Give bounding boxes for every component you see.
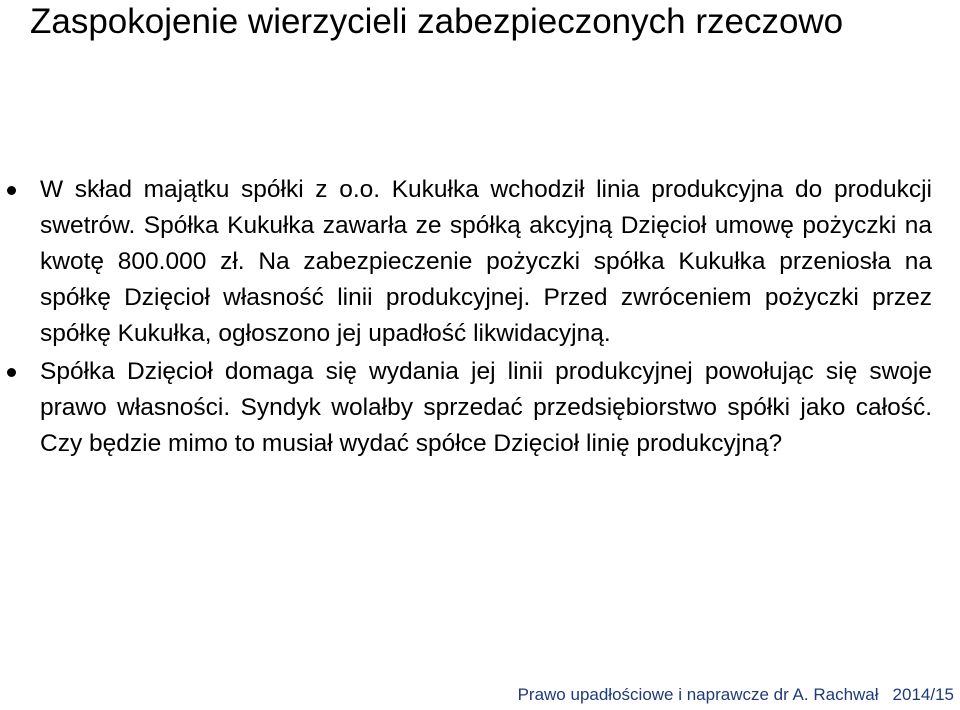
bullet-list: [0, 172, 960, 462]
bullet-dot-icon: [7, 186, 16, 195]
bullet-dot-icon: [7, 368, 16, 377]
bullet-item: [0, 354, 932, 462]
slide-title: Zaspokojenie wierzycieli zabezpieczonych rzeczowo: [30, 2, 844, 41]
bullet-item: [0, 172, 932, 352]
footer-year: 2014/15: [892, 685, 954, 704]
footer: [518, 684, 954, 706]
footer-course: Prawo upadłościowe i naprawcze dr A. Rachwał: [517, 685, 879, 704]
bullet-text: Spółka Dzięcioł domaga się wydania jej linii produkcyjnej powołując się swoje prawo własności. Syndyk wolałby sprzedać przedsiębiorstwo spółki jako całość. Czy będzie mimo to musiał wydać spółce Dzięcioł linię produkcyjną?: [40, 358, 932, 457]
bullet-text: W skład majątku spółki z o.o. Kukułka wchodził linia produkcyjna do produkcji swetrów. Spółka Kukułka zawarła ze spółką akcyjną Dzięcioł umowę pożyczki na kwotę 800.000 zł. Na zabezpieczenie pożyczki spółka Kukułka przeniosła na spółkę Dzięcioł własność linii produkcyjnej. Przed zwróceniem pożyczki przez spółkę Kukułka, ogłoszono jej upadłość likwidacyjną.: [40, 176, 932, 347]
